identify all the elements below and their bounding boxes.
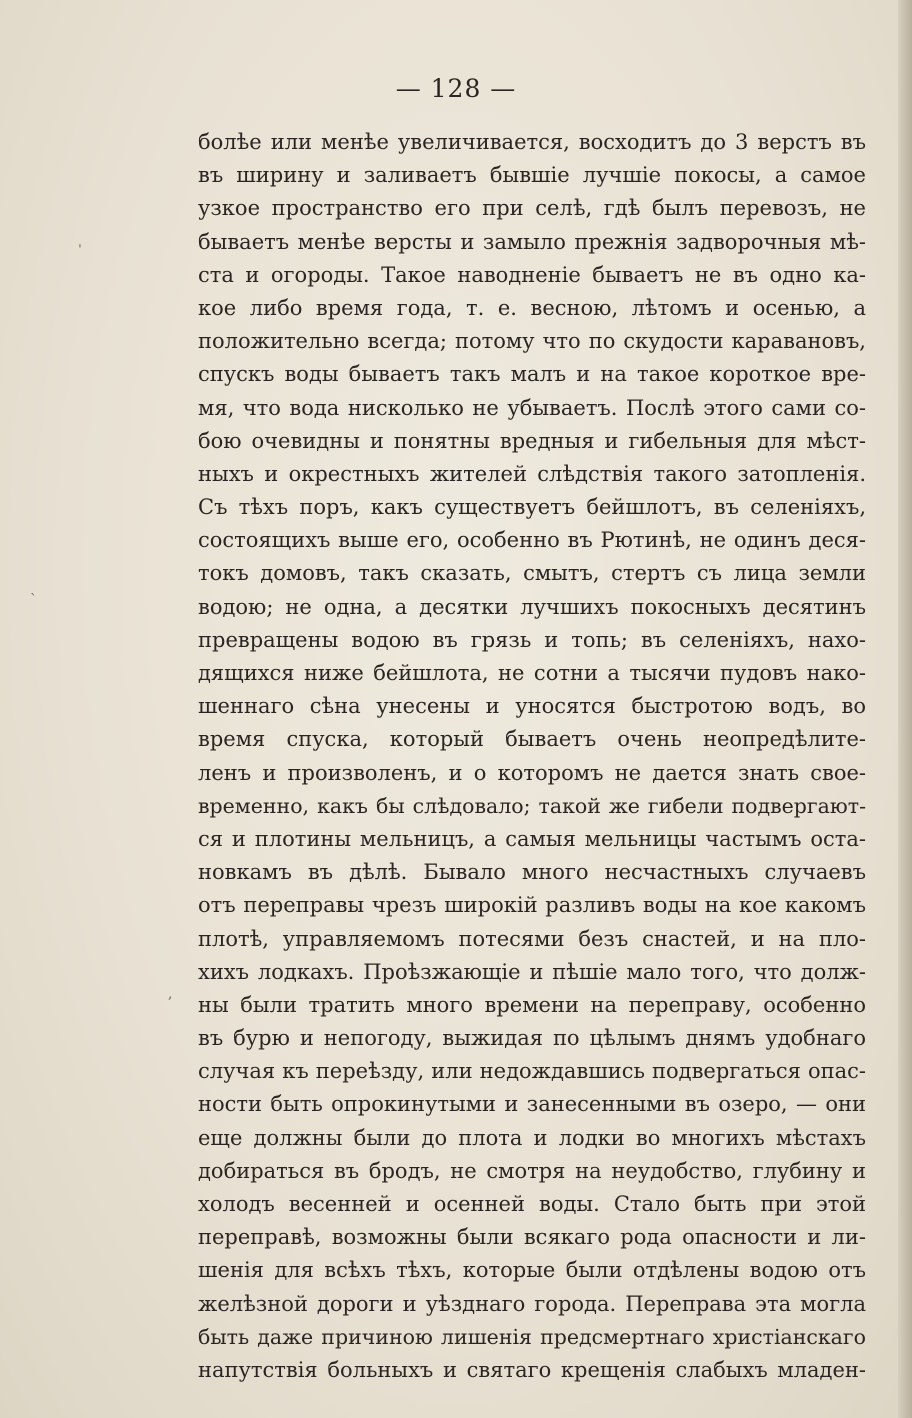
text-line: кое либо время года, т. е. весною, лѣтомъ и осенью, а (198, 295, 866, 320)
text-line: ныхъ и окрестныхъ жителей слѣдствія такого затопленія. (198, 461, 866, 486)
text-line: временно, какъ бы слѣдовало; такой же гибели подвергают- (198, 793, 866, 818)
text-line: быть даже причиною лишенія предсмертнаго христіанскаго (198, 1324, 866, 1349)
text-line: желѣзной дороги и уѣзднаго города. Переправа эта могла (198, 1291, 866, 1316)
text-line: еще должны были до плота и лодки во многихъ мѣстахъ (198, 1125, 866, 1150)
text-line: узкое пространство его при селѣ, гдѣ былъ перевозъ, не (198, 196, 866, 221)
margin-speck: ˈ (78, 243, 82, 259)
text-line: мя, что вода нисколько не убываетъ. Послѣ этого сами со- (198, 395, 866, 420)
page-edge-shadow (898, 0, 912, 1418)
text-line: холодъ весенней и осенней воды. Стало быть при этой (198, 1192, 866, 1216)
text-line: въ ширину и заливаетъ бывшіе лучшіе покосы, а самое (198, 163, 866, 188)
text-line: дящихся ниже бейшлота, не сотни а тысячи пудовъ нако- (198, 661, 866, 685)
text-line: водою; не одна, а десятки лучшихъ покосныхъ десятинъ (198, 594, 866, 619)
text-line: бываетъ менѣе версты и замыло прежнія задворочныя мѣ- (198, 229, 866, 254)
text-line: положительно всегда; потому что по скудости каравановъ, (198, 329, 866, 354)
text-line: шенія для всѣхъ тѣхъ, которые были отдѣлены водою отъ (198, 1258, 866, 1283)
text-line: ленъ и произволенъ, и о которомъ не дается знать свое- (198, 760, 866, 785)
body-text (198, 126, 866, 1387)
text-line: состоящихъ выше его, особенно въ Рютинѣ, не одинъ деся- (198, 528, 866, 553)
text-line: случая къ переѣзду, или недождавшись подвергаться опас- (198, 1059, 866, 1084)
text-line: токъ домовъ, такъ сказать, смытъ, стертъ съ лица земли (198, 561, 866, 586)
text-line: ста и огороды. Такое наводненіе бываетъ не въ одно ка- (198, 262, 866, 287)
text-line: спускъ воды бываетъ такъ малъ и на такое короткое вре- (198, 362, 866, 387)
text-line: Съ тѣхъ поръ, какъ существуетъ бейшлотъ, въ селеніяхъ, (198, 495, 866, 520)
text-line: ности быть опрокинутыми и занесенными въ озеро, — они (198, 1092, 866, 1117)
text-line: хихъ лодкахъ. Проѣзжающіе и пѣшіе мало того, что долж- (198, 959, 866, 984)
text-line: переправѣ, возможны были всякаго рода опасности и ли- (198, 1225, 866, 1250)
text-line: ся и плотины мельницъ, а самыя мельницы частымъ оста- (198, 826, 866, 851)
margin-speck: ˋ (30, 592, 37, 608)
text-line: новкамъ въ дѣлѣ. Бывало много несчастныхъ случаевъ (198, 860, 866, 885)
text-line: добираться въ бродъ, не смотря на неудобство, глубину и (198, 1158, 866, 1183)
text-line: болѣе или менѣе увеличивается, восходитъ до 3 верстъ въ (198, 130, 866, 154)
text-line: плотѣ, управляемомъ потесями безъ снастей, и на пло- (198, 926, 866, 951)
text-line: время спуска, который бываетъ очень неопредѣлите- (198, 727, 866, 752)
text-line: превращены водою въ грязь и топь; въ селеніяхъ, нахо- (198, 627, 866, 652)
page-number: — 128 — (395, 74, 517, 103)
margin-speck: , (168, 986, 173, 1002)
text-line: въ бурю и непогоду, выжидая по цѣлымъ днямъ удобнаго (198, 1026, 866, 1051)
text-line: шеннаго сѣна унесены и уносятся быстротою водъ, во (198, 694, 866, 719)
text-line: бою очевидны и понятны вредныя и гибельныя для мѣст- (198, 428, 866, 453)
text-line: напутствія больныхъ и святаго крещенія слабыхъ младен- (198, 1357, 866, 1382)
text-line: ны были тратить много времени на переправу, особенно (198, 992, 866, 1017)
text-line: отъ переправы чрезъ широкій разливъ воды на кое какомъ (198, 893, 866, 918)
